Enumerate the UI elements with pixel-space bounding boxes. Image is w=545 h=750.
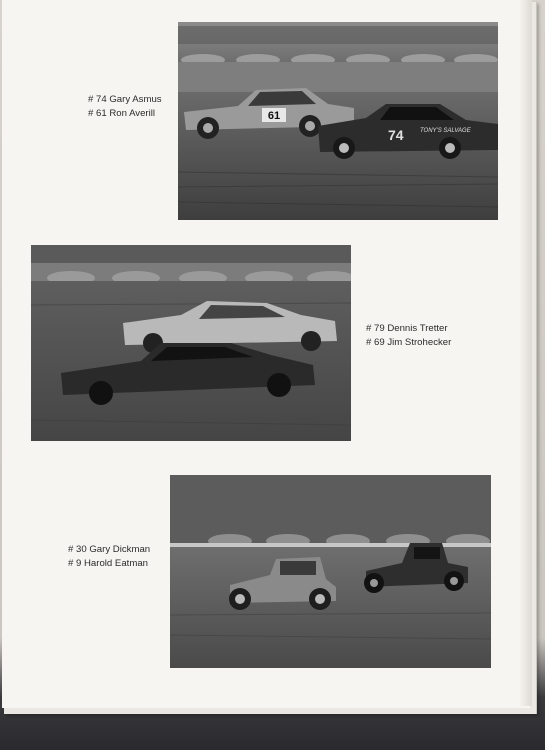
caption-photo-1	[88, 93, 162, 120]
caption-photo-2	[366, 322, 451, 349]
caption-line: # 69 Jim Strohecker	[366, 336, 452, 348]
photo-tretter-strohecker	[31, 245, 351, 441]
caption-line: # 9 Harold Eatman	[68, 557, 148, 569]
photo-asmus-averill	[178, 22, 498, 220]
page-edge	[520, 0, 532, 706]
caption-line: # 79 Dennis Tretter	[366, 323, 448, 334]
caption-line: # 74 Gary Asmus	[88, 94, 162, 105]
caption-photo-3	[68, 543, 150, 570]
race-photo-1	[178, 22, 498, 220]
photo-dickman-eatman	[170, 475, 491, 668]
race-photo-2	[31, 245, 351, 441]
car-number-61: 61	[267, 110, 281, 122]
caption-line: # 61 Ron Averill	[88, 107, 156, 119]
caption-line: # 30 Gary Dickman	[68, 544, 151, 555]
car-number-74: 74	[388, 127, 404, 143]
race-photo-3	[170, 475, 491, 668]
car-sponsor-text: TONY'S SALVAGE	[420, 128, 471, 134]
